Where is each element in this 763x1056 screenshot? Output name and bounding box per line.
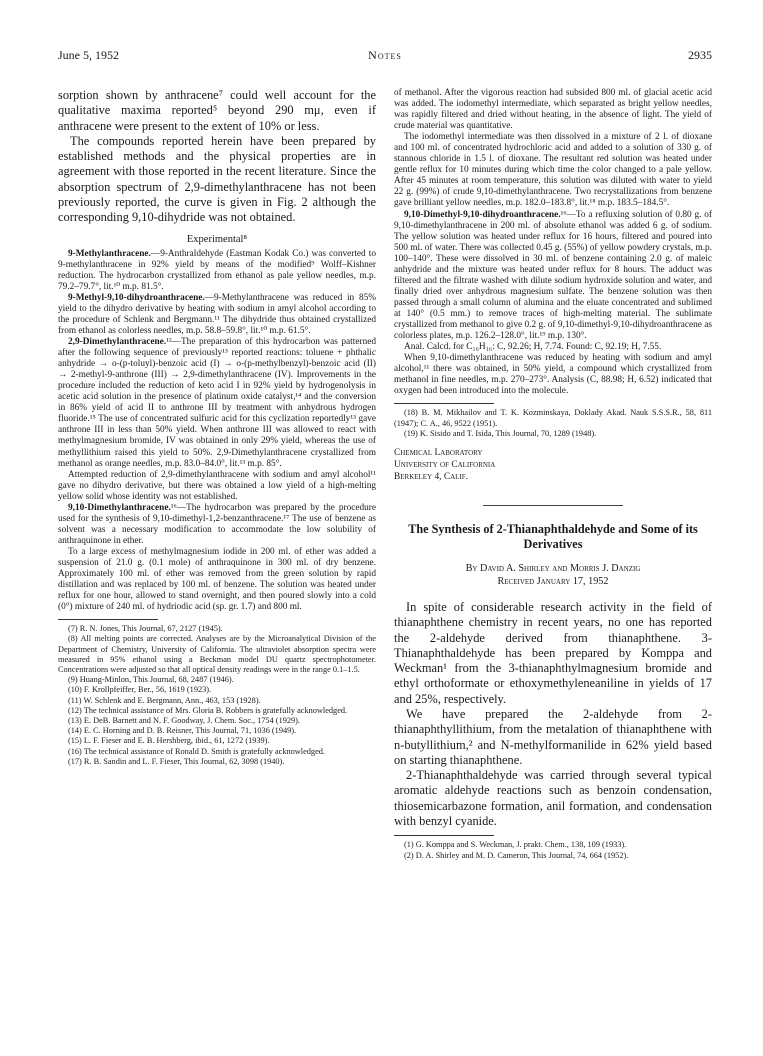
- article-body: [394, 600, 712, 829]
- experimental-paragraph: [58, 337, 376, 470]
- footnote: (12) The technical assistance of Mrs. Gloria B. Robbers is gratefully acknowledged.: [68, 705, 348, 715]
- footnote: (19) K. Sisido and T. Isida, This Journal, 70, 1289 (1948).: [404, 428, 597, 438]
- header-section: Notes: [368, 48, 402, 62]
- intro-paragraph: The compounds reported herein have been prepared by established methods and the physical properties are in agreement with those reported in the recent literature. Since the absorption spectrum of 2,9-dimethylanthracene has not been previously reported, the curve is given in Fig. 2 although the corresponding 9,10-dihydride was not obtained.: [58, 133, 376, 225]
- analysis-line: [394, 342, 712, 353]
- paragraph-body: Attempted reduction of 2,9-dimethylanthracene with sodium and amyl alcohol¹¹ gave no dihydro derivative, but there was obtained a low yield of a high-melting yellow solid whose identity was not established.: [58, 469, 376, 502]
- paragraph-body: The iodomethyl intermediate was then dissolved in a mixture of 2 l. of dioxane and 100 ml. of concentrated hydrochloric acid and added to a solution of 330 g. of stannous chloride in 1.5 l. of dioxane. The resultant red solution was heated under gentle reflux for 10 minutes during which time the color changed to a pale yellow. After 45 minutes at room temperature, this solution was diluted with water to yield 22 g. (99%) of crude 9,10-dimethylanthracene. Two recrystallizations from benzene gave brilliant yellow needles, m.p. 182.0–183.8°, lit.¹⁸ m.p. 183.5–184.5°.: [394, 132, 712, 209]
- footnote: (1) G. Komppa and S. Weckman, J. prakt. Chem., 138, 109 (1933).: [404, 840, 627, 850]
- footnote: (8) All melting points are corrected. Analyses are by the Microanalytical Division of the Department of Chemistry, University of California. The ultraviolet absorption spectra were measured in 95% ethanol using a Beckman model DU quartz spectrophotometer. Concentrations were adjusted so that all optical density readings were in the range 0.1–1.5.: [58, 634, 376, 675]
- paragraph-title: 9,10-Dimethylanthracene.: [68, 502, 171, 513]
- footnote: (17) R. B. Sandin and L. F. Fieser, This Journal, 62, 3098 (1940).: [68, 756, 285, 766]
- footnote: (7) R. N. Jones, This Journal, 67, 2127 (1945).: [68, 624, 223, 634]
- paragraph-body: ¹⁶—The hydrocarbon was prepared by the procedure used for the synthesis of 9,10-dimethyl-1,2-benzanthracene.¹⁷ The use of benzene as solvent was a necessary modification to accommodate the low solubility of anthraquinone in ether.: [58, 502, 376, 546]
- footnote: (15) L. F. Fieser and E. B. Hershberg, ibid., 61, 1272 (1939).: [68, 736, 270, 746]
- paragraph-title: 2,9-Dimethylanthracene.: [68, 337, 167, 348]
- footnotes-left: [58, 624, 376, 767]
- received-date: Received January 17, 1952: [497, 575, 609, 587]
- paragraph-title: 9-Methyl-9,10-dihydroanthracene.: [68, 292, 205, 303]
- address-line: University of California: [394, 459, 496, 470]
- experimental-paragraph: [394, 88, 712, 132]
- intro-paragraph: sorption shown by anthracene⁷ could well account for the qualitative maxima reported⁵ beyond 290 mμ, even if anthracene were present to the extent of 10% or less.: [58, 88, 376, 133]
- intro-text: [58, 88, 376, 226]
- paragraph-body: ¹²—The preparation of this hydrocarbon was patterned after the following sequence of previously¹³ reported reactions: toluene + phthalic anhydride → o-(p-toluyl)-benzoic acid (I) → o-(p-methylbenzyl)-benzoic acid (II) → 2-methyl-9-anthrone (III) → 2,9-dimethylanthracene (IV). Improvements in the procedure included the reduction of keto acid I in 92% yield by hydrogenolysis in acetic acid solution in the presence of platinum oxide catalyst,¹⁴ and the conversion in 86% yield of acid II to anthrone III by treatment with anhydrous hydrogen fluoride.¹⁵ The use of concentrated sulfuric acid for this cyclization reportedly¹³ gave anthrone III in less than 50% yield. When anthrone III was allowed to react with methylmagnesium bromide, IV was obtained in only 29% yield, whereas the use of methyllithium raised this yield to 50%. 2,9-Dimethylanthracene crystallized from methanol as orange needles, m.p. 83.0–84.0°, lit.¹³ m.p. 85°.: [58, 337, 376, 469]
- address-line: Chemical Laboratory: [394, 447, 483, 458]
- experimental-text: [58, 249, 376, 614]
- experimental-paragraph: [394, 353, 712, 397]
- article-paragraph: In spite of considerable research activity in the field of thianaphthene chemistry in recent years, no one has reported the 2-aldehyde derived from thianaphthene. 3-Thianaphthaldehyde has been prepared by Komppa and Weckman¹ from the 3-thianaphthylmagnesium bromide and ethyl orthoformate or ethoxymethyleneaniline in yields of 17 and 25%, respectively.: [394, 599, 712, 706]
- article-paragraph: We have prepared the 2-aldehyde from 2-thianaphthyllithium, from the metalation of thianaphthene with n-butyllithium,² and N-methylformanilide in 62% yield based on starting thianaphthene.: [394, 707, 712, 767]
- footnote-rule: [394, 835, 494, 836]
- paragraph-body: Anal. Calcd. for C₁₆H₁₆: C, 92.26; H, 7.74. Found: C, 92.19; H, 7.55.: [404, 342, 662, 353]
- footnote: (10) F. Krollpfeiffer, Ber., 56, 1619 (1923).: [68, 685, 212, 695]
- experimental-paragraph: [58, 249, 376, 293]
- experimental-paragraph: [58, 547, 376, 613]
- experimental-paragraph: [58, 470, 376, 503]
- header-page-number: 2935: [688, 48, 712, 62]
- footnote: (11) W. Schlenk and E. Bergmann, Ann., 463, 153 (1928).: [68, 695, 261, 705]
- header-date: June 5, 1952: [58, 48, 119, 62]
- right-column: [394, 88, 712, 1038]
- paragraph-body: of methanol. After the vigorous reaction had subsided 800 ml. of glacial acetic acid was added. The iodomethyl intermediate, which separated as bright yellow needles, was rapidly filtered and dried without heating, in the absence of light. The yield of crude material was quantitative.: [394, 88, 712, 132]
- experimental-heading: Experimental⁸: [186, 233, 248, 245]
- journal-page: [58, 48, 712, 1038]
- paragraph-body: ¹⁶—To a refluxing solution of 0.80 g. of 9,10-dimethylanthracene in 200 ml. of absolute ethanol was added 6 g. of sodium. The yellow solution was heated under reflux for 16 hours, filtered and poured into 500 ml. of water. There was collected 0.45 g. (55%) of yellow powdery crystals, m.p. 100–140°. These were dissolved in 30 ml. of benzene containing 2.0 g. of maleic anhydride and the mixture was heated under reflux for 8 hours. The adduct was filtered and the filtrate washed with dilute sodium hydroxide solution and water, and finally dried over anhydrous magnesium sulfate. The benzene solution was then passed through a small column of alumina and the eluate concentrated and sublimed at 140° (0.5 mm.) to remove traces of high-melting material. The sublimate crystallized from methanol to give 0.2 g. of 9,10-dimethyl-9,10-dihydroanthracene as colorless plates, m.p. 126.2–128.0°, lit.¹⁹ m.p. 130°.: [394, 209, 712, 342]
- paragraph-title: 9,10-Dimethyl-9,10-dihydroanthracene.: [404, 209, 561, 220]
- footnote: (18) B. M. Mikhailov and T. K. Kozminskaya, Doklady Akad. Nauk S.S.S.R., 58, 811 (1947); C. A., 46, 9522 (1951).: [394, 408, 712, 428]
- experimental-paragraph: [58, 293, 376, 337]
- paragraph-body: —9-Methylanthracene was reduced in 85% yield to the dihydro derivative by heating with sodium in amyl alcohol according to the procedure of Schlenk and Bergmann.¹¹ The dihydride thus obtained crystallized from ethanol as colorless needles, m.p. 58.8–59.8°, lit.¹⁰ m.p. 61.5°.: [58, 292, 376, 336]
- article-byline: By David A. Shirley and Morris J. Danzig: [465, 562, 641, 574]
- address-line: Berkeley 4, Calif.: [394, 471, 469, 482]
- paragraph-body: To a large excess of methylmagnesium iodide in 200 ml. of ether was added a suspension of 21.0 g. (0.1 mole) of anthraquinone in 300 ml. of dry benzene. Approximately 100 ml. of ether was removed from the green solution by rapid distillation and was replaced by 100 ml. of benzene. The solution was heated under reflux for one hour, allowed to stand overnight, and then poured slowly into a cold (0°) mixture of 240 ml. of hydriodic acid (sp. gr. 1.7) and 800 ml.: [58, 546, 376, 613]
- article-paragraph: 2-Thianaphthaldehyde was carried through several typical aromatic aldehyde reactions such as benzoin condensation, thiosemicarbazone formation, anil formation, and condensation with benzyl cyanide.: [394, 768, 712, 829]
- paragraph-body: When 9,10-dimethylanthracene was reduced by heating with sodium and amyl alcohol,¹¹ there was obtained, in 50% yield, a compound which crystallized from methanol in fine needles, m.p. 270–273°. Analysis (C, 88.98; H, 6.52) indicated that oxygen had been introduced into the molecule.: [394, 353, 712, 397]
- experimental-paragraph: [58, 503, 376, 547]
- running-head: [58, 48, 712, 72]
- experimental-paragraph: [394, 132, 712, 209]
- footnote: (13) E. DeB. Barnett and N. F. Goodway, J. Chem. Soc., 1754 (1929).: [68, 716, 301, 726]
- left-column: [58, 88, 376, 1038]
- footnotes-right: [394, 408, 712, 439]
- section-divider: [483, 505, 623, 506]
- experimental-paragraph: [394, 210, 712, 343]
- text-columns: [58, 88, 712, 1038]
- paragraph-title: 9-Methylanthracene.: [68, 248, 151, 259]
- footnote: (2) D. A. Shirley and M. D. Cameron, This Journal, 74, 664 (1952).: [404, 850, 629, 860]
- article-footnotes: [394, 840, 712, 860]
- experimental-text-continued: [394, 88, 712, 397]
- footnote-rule: [394, 403, 494, 404]
- footnote: (9) Huang-Minlon, This Journal, 68, 2487 (1946).: [68, 675, 234, 685]
- paragraph-body: —9-Anthraldehyde (Eastman Kodak Co.) was converted to 9-methylanthracene in 92% yield by means of the modified⁹ Wolff–Kishner reduction. The hydrocarbon crystallized from ethanol as pale yellow needles, m.p. 79.2–79.7°, lit.¹⁰ m.p. 81.5°.: [58, 248, 376, 292]
- article-title: The Synthesis of 2-Thianaphthaldehyde and Some of its Derivatives: [408, 521, 698, 551]
- footnote-rule: [58, 619, 158, 620]
- footnote: (14) E. C. Horning and D. B. Reisner, This Journal, 71, 1036 (1949).: [68, 726, 297, 736]
- footnote: (16) The technical assistance of Ronald D. Smith is gratefully acknowledged.: [68, 746, 325, 756]
- author-address: [394, 447, 712, 483]
